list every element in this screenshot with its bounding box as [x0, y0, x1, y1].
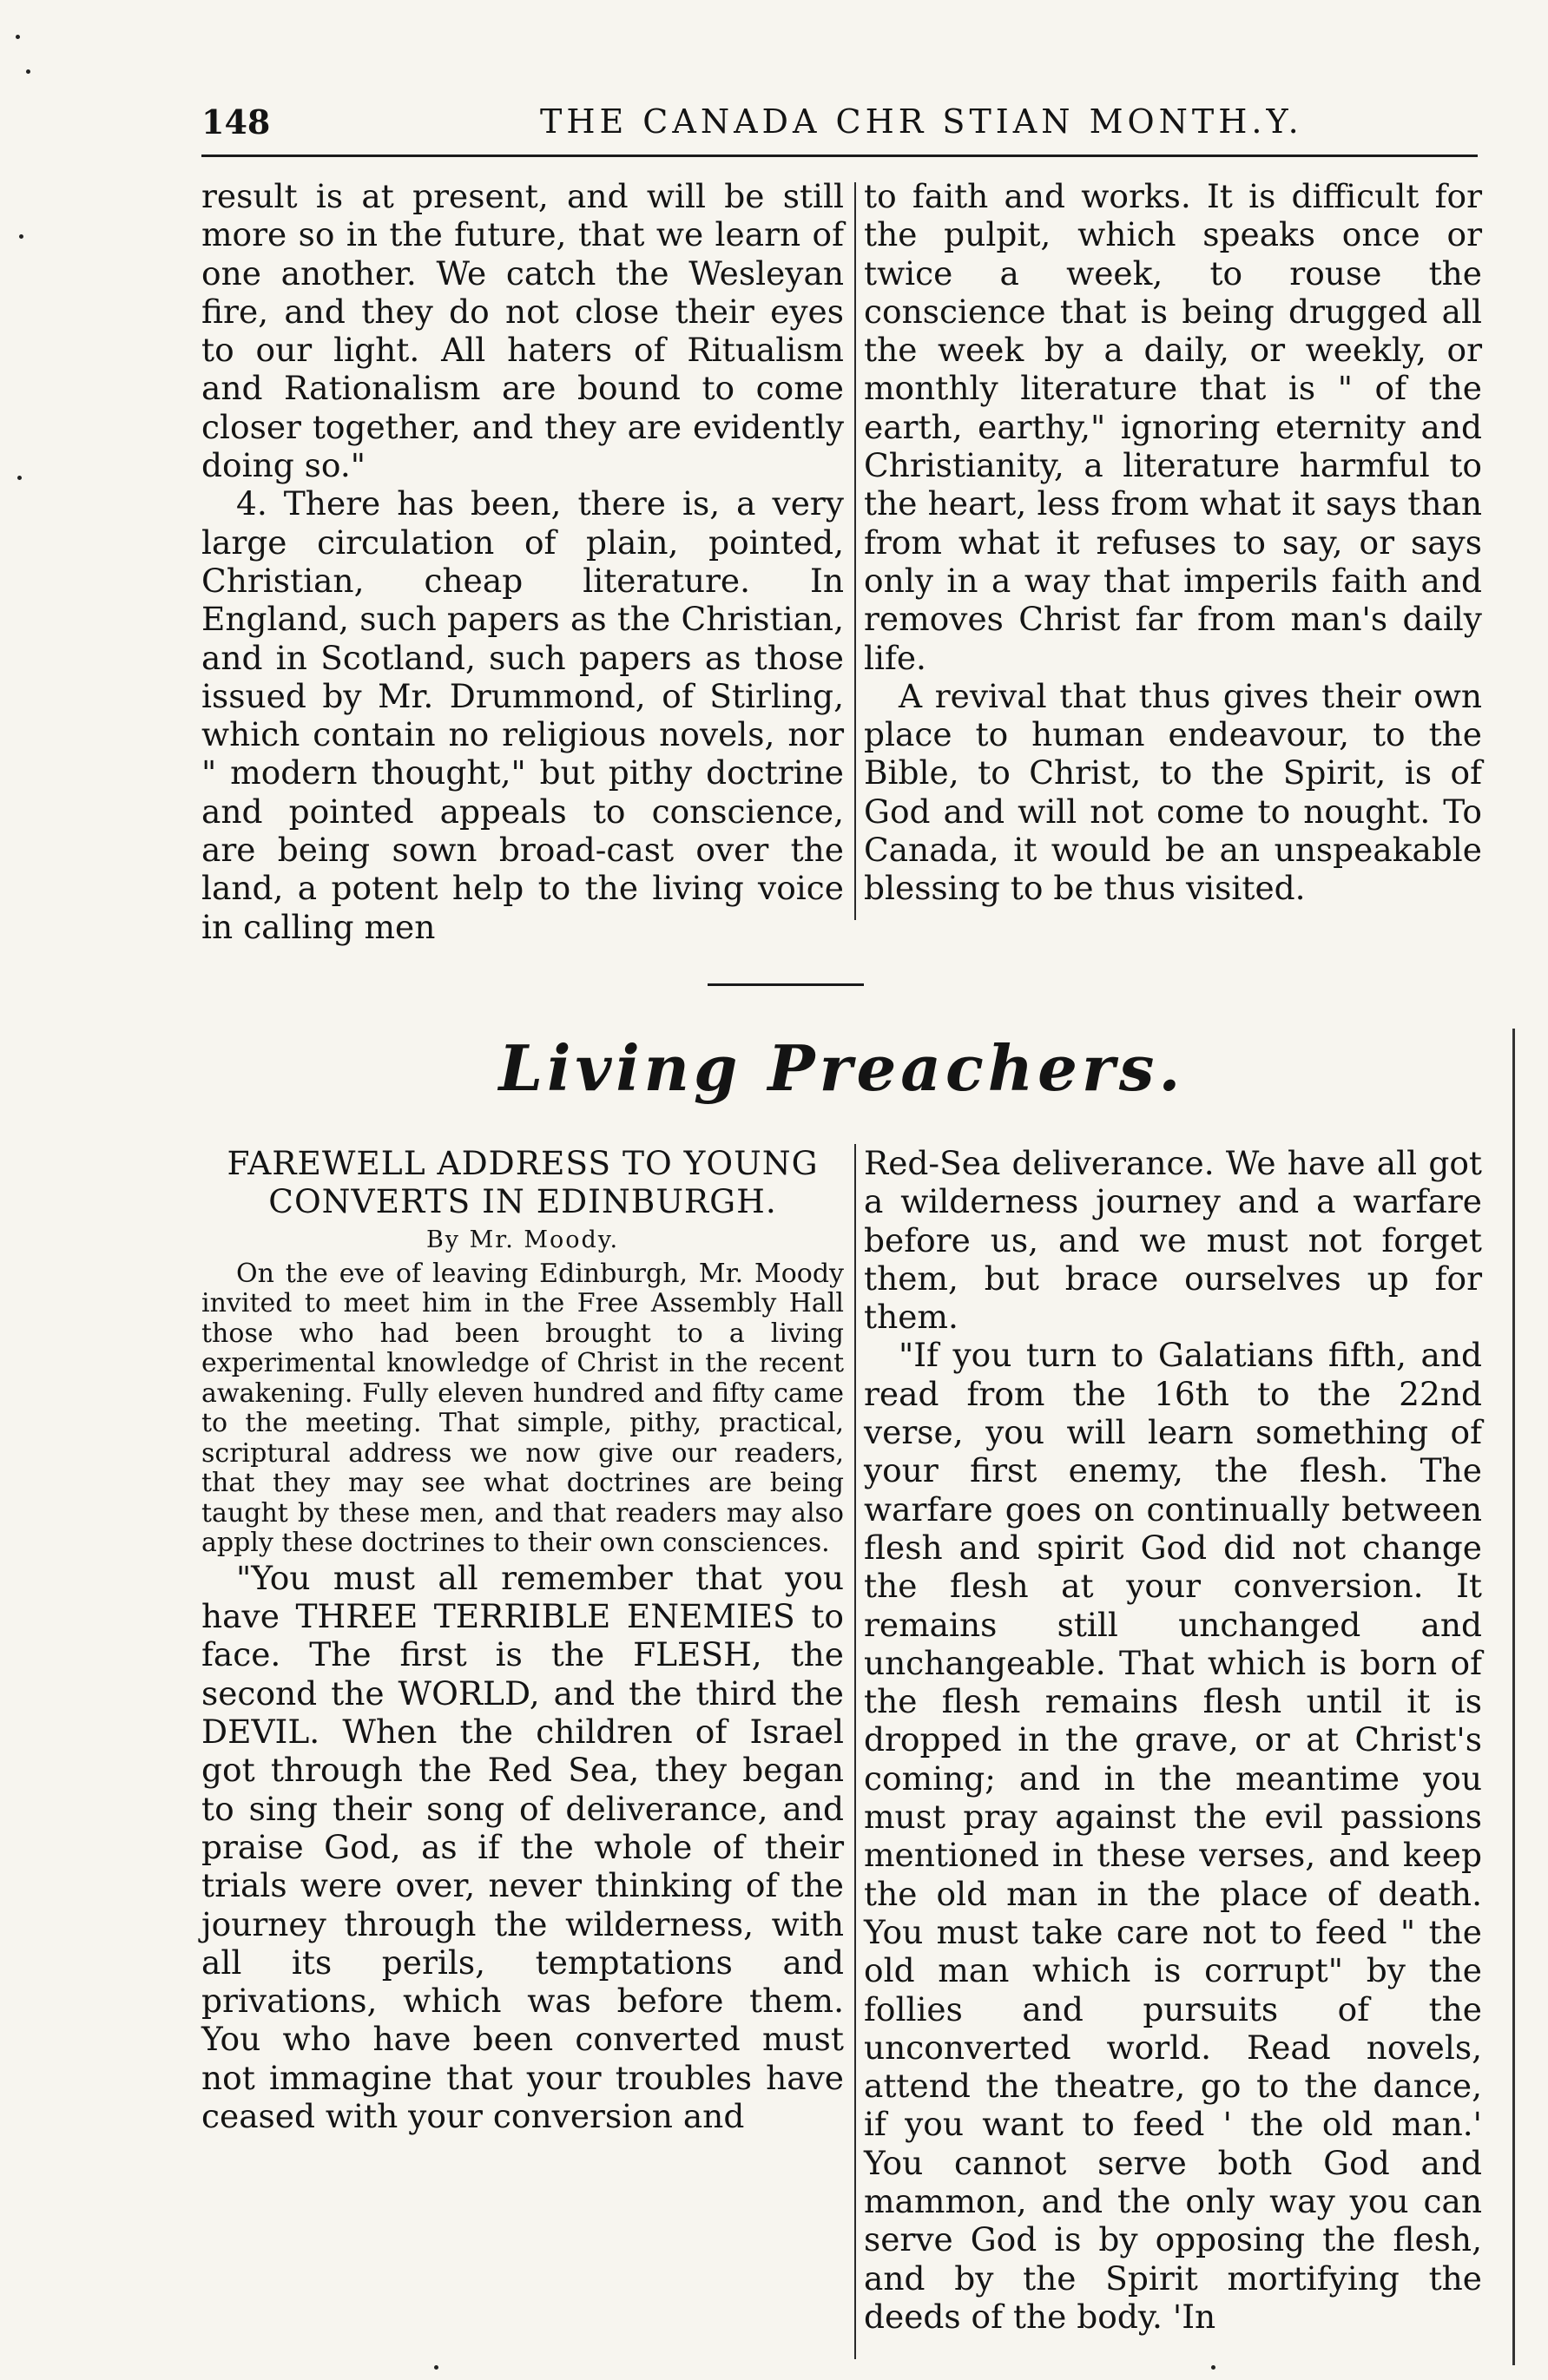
header-rule	[201, 155, 1478, 157]
article-byline: By Mr. Moody.	[425, 1226, 620, 1253]
paragraph: result is at present, and will be still more so in the future, that we learn of one another. We catch the Wesleyan fire, and they do not close their eyes to our light. All haters of Ritualism and Rationalism are bound to come closer together, and they are evidently doing so."	[201, 177, 844, 485]
scan-speck	[17, 476, 22, 480]
paragraph: to faith and works. It is difficult for the pulpit, which speaks once or twice a week, to rouse the conscience that is being drugged all the week by a daily, or weekly, or monthly literature that is " of the earth, earthy," ignoring eternity and Christianity, a literature harmful to the heart, less from what it says than from what it refuses to say, or says only in a way that imperils faith and removes Christ far from man's daily life.	[864, 177, 1482, 677]
section-divider-rule	[708, 983, 864, 986]
top-right-column	[864, 177, 1482, 908]
paragraph: "You must all remember that you have THREE TERRIBLE ENEMIES to face. The first is the FLESH, the second the WORLD, and the third the DEVIL. When the children of Israel got through the Red Sea, they began to sing their song of deliverance, and praise God, as if the whole of their trials were over, never thinking of the journey through the wilderness, with all its perils, temptations and privations, which was before them. You who have been converted must not immagine that your troubles have ceased with your conversion and	[201, 1558, 844, 2136]
paragraph: Red-Sea deliverance. We have all got a wilderness journey and a warfare before us, and we must not forget them, but brace ourselves up for them.	[864, 1144, 1482, 1337]
paragraph: A revival that thus gives their own place to human endeavour, to the Bible, to Christ, to the Spirit, is of God and will not come to nought. To Canada, it would be an unspeakable blessing to be thus visited.	[864, 676, 1482, 908]
column-divider	[854, 1144, 856, 2359]
column-divider	[854, 182, 856, 920]
margin-rule	[1512, 1029, 1515, 2365]
page-header	[201, 102, 1469, 144]
scan-speck	[434, 2365, 438, 2370]
paragraph: 4. There has been, there is, a very large circulation of plain, pointed, Christian, cheap literature. In England, such papers as the Christian, and in Scotland, such papers as those issued by Mr. Drummond, of Stirling, which contain no religious novels, nor " modern thought," but pithy doctrine and pointed appeals to conscience, are being sown broad-cast over the land, a potent help to the living voice in calling men	[201, 484, 844, 946]
scan-speck	[16, 35, 20, 39]
article-left-column	[201, 1144, 844, 2135]
page-number: 148	[201, 102, 271, 141]
running-head: THE CANADA CHR STIAN MONTH.Y.	[540, 102, 1303, 141]
scan-speck	[19, 234, 23, 239]
top-left-column	[201, 177, 844, 946]
article-right-column	[864, 1144, 1482, 2336]
article-title: FAREWELL ADDRESS TO YOUNG CONVERTS IN EDINBURGH.	[227, 1144, 819, 1221]
scan-speck	[26, 69, 30, 74]
article-intro: On the eve of leaving Edinburgh, Mr. Moody invited to meet him in the Free Assembly Hall those who had been brought to a living experimental knowledge of Christ in the recent awakening. Fully eleven hundred and fifty came to the meeting. That simple, pithy, practical, scriptural address we now give our readers, that they may see what doctrines are being taught by these men, and that readers may also apply these doctrines to their own consciences.	[201, 1258, 844, 1559]
paragraph: "If you turn to Galatians fifth, and read from the 16th to the 22nd verse, you will learn something of your first enemy, the flesh. The warfare goes on continually between flesh and spirit God did not change the flesh at your conversion. It remains still unchanged and unchangeable. That which is born of the flesh remains flesh until it is dropped in the grave, or at Christ's coming; and in the meantime you must pray against the evil passions mentioned in these verses, and keep the old man in the place of death. You must take care not to feed " the old man which is corrupt" by the follies and pursuits of the unconverted world. Read novels, attend the theatre, go to the dance, if you want to feed ' the old man.' You cannot serve both God and mammon, and the only way you can serve God is by opposing the flesh, and by the Spirit mortifying the deeds of the body. 'In	[864, 1336, 1482, 2336]
scan-speck	[1211, 2365, 1215, 2370]
section-heading: Living Preachers.	[498, 1031, 1185, 1105]
